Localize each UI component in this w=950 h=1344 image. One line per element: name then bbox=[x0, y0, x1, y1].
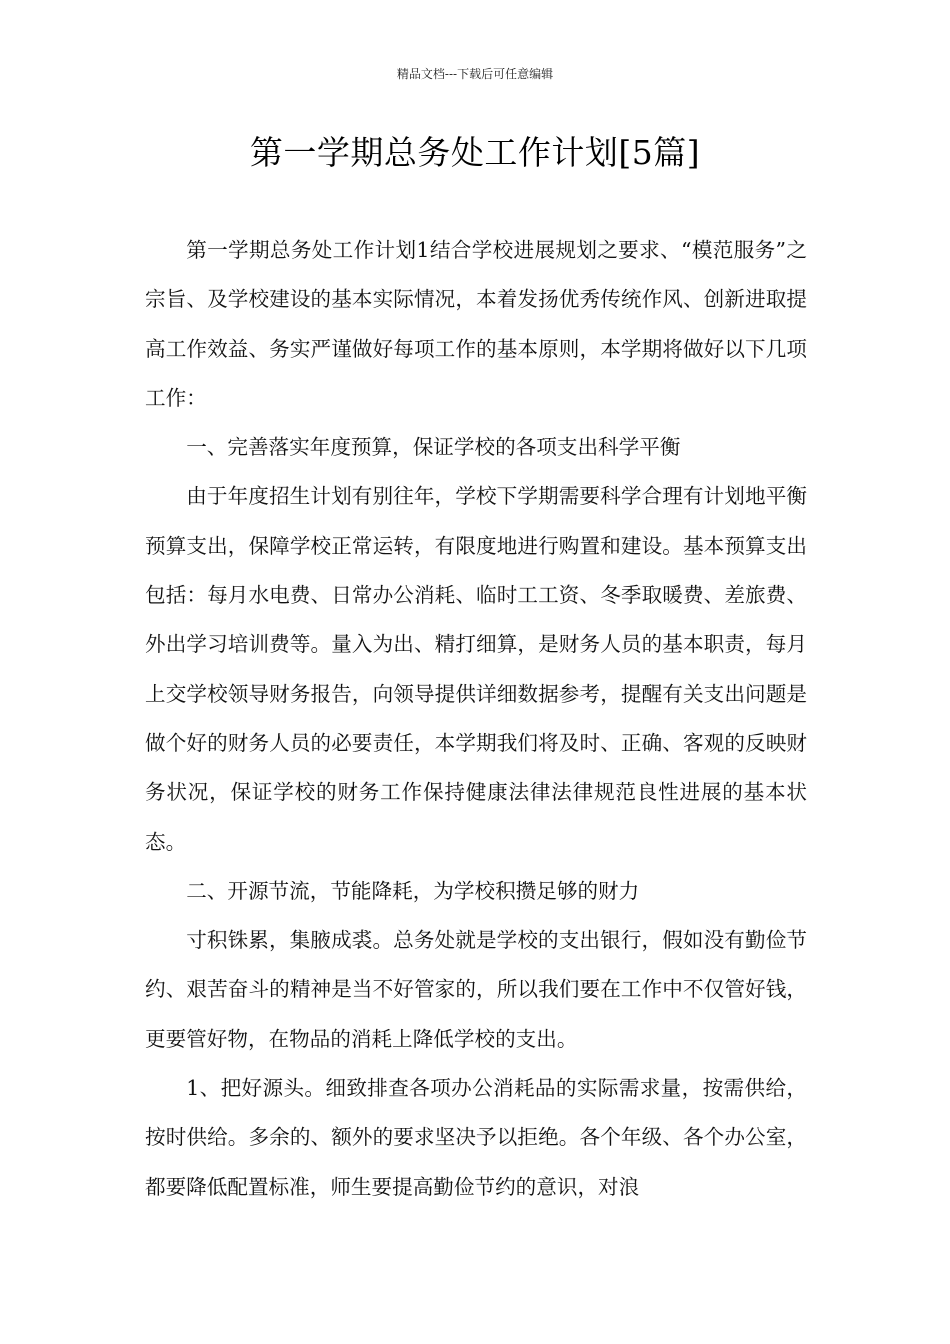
document-title: 第一学期总务处工作计划[5篇] bbox=[249, 133, 701, 172]
paragraph-item-1: 1、把好源头。细致排查各项办公消耗品的实际需求量，按需供给，按时供给。多余的、额外的要求坚决予以拒绝。各个年级、各个办公室，都要降低配置标准，师生要提高勤俭节约的意识，对浪 bbox=[145, 1076, 807, 1199]
header-note: 精品文档---下载后可任意编辑 bbox=[396, 67, 554, 81]
section-heading-2: 二、开源节流，节能降耗，为学校积攒足够的财力 bbox=[186, 878, 640, 903]
paragraph-saving: 寸积铢累，集腋成裘。总务处就是学校的支出银行，假如没有勤俭节约、艰苦奋斗的精神是当不好管家的，所以我们要在工作中不仅管好钱，更要管好物，在物品的消耗上降低学校的支出。 bbox=[145, 928, 807, 1051]
section-heading-1: 一、完善落实年度预算，保证学校的各项支出科学平衡 bbox=[186, 435, 681, 460]
document-body bbox=[145, 226, 807, 1212]
paragraph-budget: 由于年度招生计划有别往年，学校下学期需要科学合理有计划地平衡预算支出，保障学校正常运转，有限度地进行购置和建设。基本预算支出包括：每月水电费、日常办公消耗、临时工工资、冬季取暖费、差旅费、外出学习培训费等。量入为出、精打细算，是财务人员的基本职责，每月上交学校领导财务报告，向领导提供详细数据参考，提醒有关支出问题是做个好的财务人员的必要责任，本学期我们将及时、正确、客观的反映财务状况，保证学校的财务工作保持健康法律法律规范良性进展的基本状态。 bbox=[145, 484, 807, 854]
paragraph-intro: 第一学期总务处工作计划1结合学校进展规划之要求、“模范服务”之宗旨、及学校建设的基本实际情况，本着发扬优秀传统作风、创新进取提高工作效益、务实严谨做好每项工作的基本原则，本学期将做好以下几项工作： bbox=[145, 238, 807, 410]
